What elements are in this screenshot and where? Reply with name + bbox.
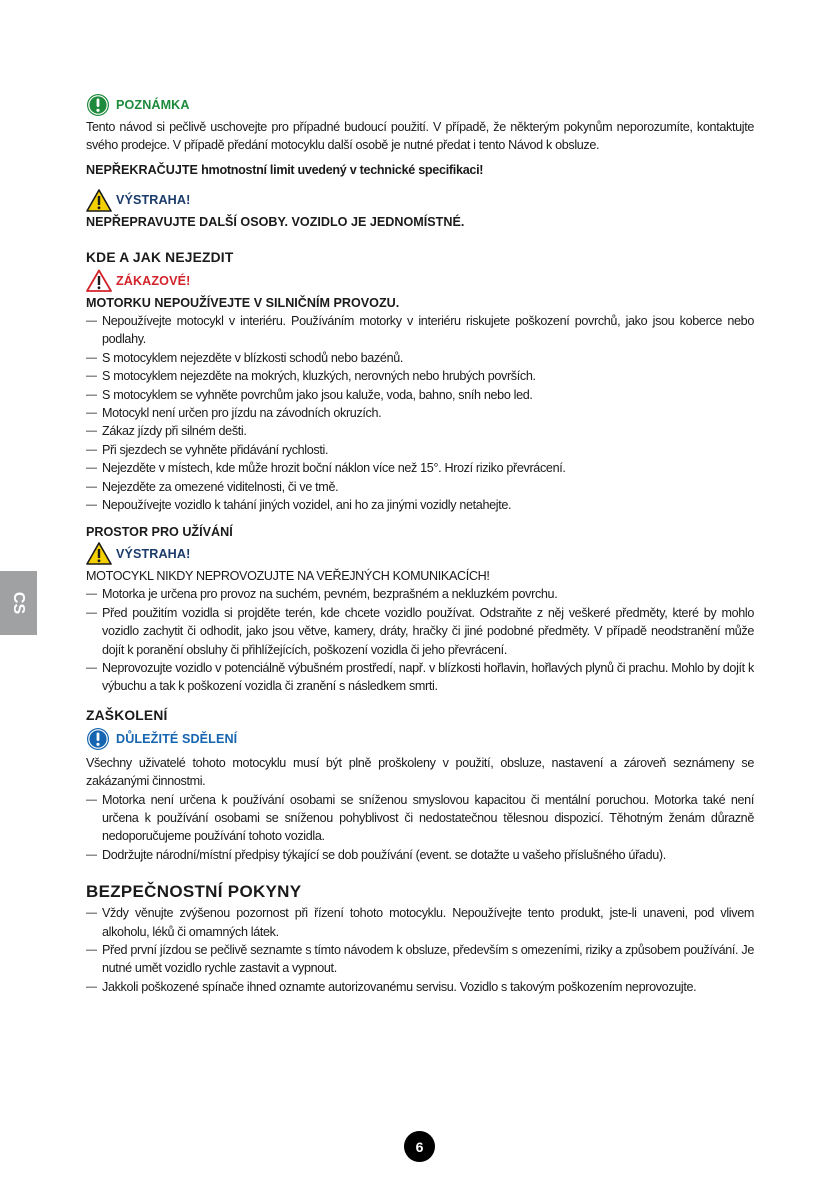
list-item: — Jakkoli poškozené spínače ihned oznamte autorizovanému servisu. Vozidlo s takovým poškozením neprovozujte. (86, 978, 754, 996)
list-item: — Motocykl není určen pro jízdu na závodních okruzích. (86, 404, 754, 422)
list-item: — S motocyklem nejezděte v blízkosti schodů nebo bazénů. (86, 349, 754, 367)
prohibition-callout (86, 268, 754, 294)
usage-area-heading: PROSTOR PRO UŽÍVÁNÍ (86, 524, 233, 539)
manual-page (86, 92, 754, 996)
list-item: — Neprovozujte vozidlo v potenciálně výbušném prostředí, např. v blízkosti hořlavin, hořlavých plynů či prachu. Mohlo by dojít k výbuchu a tak k poškození vozidla či zranění s následkem smrti. (86, 659, 754, 696)
list-item: — Při sjezdech se vyhněte přidávání rychlosti. (86, 441, 754, 459)
section-heading-training: ZAŠKOLENÍ (86, 707, 168, 723)
weight-limit-emphasis: NEPŘEKRAČUJTE (86, 162, 198, 177)
note-callout (86, 92, 754, 118)
list-item: — Nepoužívejte motocykl v interiéru. Používáním motorky v interiéru riskujete poškození povrchů, jako jsou koberce nebo podlahy. (86, 312, 754, 349)
list-item: — Nejezděte za omezené viditelnosti, či ve tmě. (86, 478, 754, 496)
page-number-badge (404, 1131, 435, 1162)
important-notice-callout (86, 726, 754, 752)
page-number: 6 (415, 1138, 424, 1155)
warning-callout-usage (86, 541, 754, 567)
note-text: Tento návod si pečlivě uschovejte pro případné budoucí použití. V případě, že některým pokynům neporozumíte, kontaktujte svého prodejce. V případě předání motocyklu další osobě je nutné předat i tento Návod k obsluze. (86, 120, 754, 153)
warning-triangle-icon (86, 188, 116, 212)
weight-limit-text: hmotnostní limit uvedený v technické specifikaci! (197, 162, 484, 177)
exclamation-circle-green-icon (86, 93, 116, 117)
warning-label: VÝSTRAHA! (116, 546, 191, 561)
list-item: — Vždy věnujte zvýšenou pozornost při řízení tohoto motocyklu. Nepoužívejte tento produkt, jste-li unaveni, pod vlivem alkoholu, léků či omamných látek. (86, 904, 754, 941)
warning-text: NEPŘEPRAVUJTE DALŠÍ OSOBY. VOZIDLO JE JEDNOMÍSTNÉ. (86, 215, 465, 230)
list-item: — S motocyklem se vyhněte povrchům jako jsou kaluže, voda, bahno, sníh nebo led. (86, 386, 754, 404)
language-label: CS (10, 591, 28, 615)
safety-list (86, 904, 754, 996)
note-label: POZNÁMKA (116, 98, 190, 112)
usage-area-list (86, 585, 754, 695)
prohibition-triangle-icon (86, 269, 116, 293)
important-notice-label: DŮLEŽITÉ SDĚLENÍ (116, 731, 238, 746)
section-heading-where-not-to-ride: KDE A JAK NEJEZDIT (86, 249, 234, 265)
list-item: — Před první jízdou se pečlivě seznamte s tímto návodem k obsluze, především s omezeními, riziky a způsobem používání. Je nutné umět vozidlo rychle zastavit a vypnout. (86, 941, 754, 978)
language-tab (0, 571, 37, 635)
list-item: — Dodržujte národní/místní předpisy týkající se dob používání (event. se dotažte u vašeho příslušného úřadu). (86, 846, 754, 864)
exclamation-circle-blue-icon (86, 727, 116, 751)
list-item: — Motorka je určena pro provoz na suchém, pevném, bezprašném a nekluzkém povrchu. (86, 585, 754, 603)
list-item: — Nejezděte v místech, kde může hrozit boční náklon více než 15°. Hrozí riziko převrácení. (86, 459, 754, 477)
list-item: — S motocyklem nejezděte na mokrých, kluzkých, nerovných nebo hrubých površích. (86, 367, 754, 385)
public-roads-warning: MOTOCYKL NIKDY NEPROVOZUJTE NA VEŘEJNÝCH KOMUNIKACÍCH! (86, 568, 490, 583)
list-item: — Nepoužívejte vozidlo k tahání jiných vozidel, ani ho za jinými vozidly netahejte. (86, 496, 754, 514)
list-item: — Před použitím vozidla si projděte terén, kde chcete vozidlo používat. Odstraňte z něj veškeré předměty, které by mohlo vozidlo zachytit či odhodit, jako jsou větve, kamery, dráty, hračky či jiné podobné předměty. V případě neodstranění může dojít k poranění obsluhy či přihlížejících, poškození vozidla či jeho převrácení. (86, 604, 754, 659)
list-item: — Motorka není určena k používání osobami se sníženou smyslovou kapacitou či mentální poruchou. Motorka také není určena k používání osobami se sníženou pohyblivost či nedostatečnou tělesnou dispozicí. Těhotným ženám důrazně nedoporučujeme používání tohoto vozidla. (86, 791, 754, 846)
training-intro: Všechny uživatelé tohoto motocyklu musí být plně proškoleny v použití, obsluze, nastavení a zároveň seznámeny se zakázanými činnostmi. (86, 755, 754, 789)
section-heading-safety: BEZPEČNOSTNÍ POKYNY (86, 882, 302, 902)
prohibition-list (86, 312, 754, 514)
weight-limit-note (86, 161, 754, 179)
list-item: — Zákaz jízdy při silném dešti. (86, 422, 754, 440)
road-use-prohibition: MOTORKU NEPOUŽÍVEJTE V SILNIČNÍM PROVOZU. (86, 295, 400, 310)
warning-triangle-icon (86, 542, 116, 566)
warning-label: VÝSTRAHA! (116, 193, 191, 208)
warning-callout (86, 187, 754, 213)
prohibition-label: ZÁKAZOVÉ! (116, 273, 191, 288)
training-list (86, 791, 754, 865)
